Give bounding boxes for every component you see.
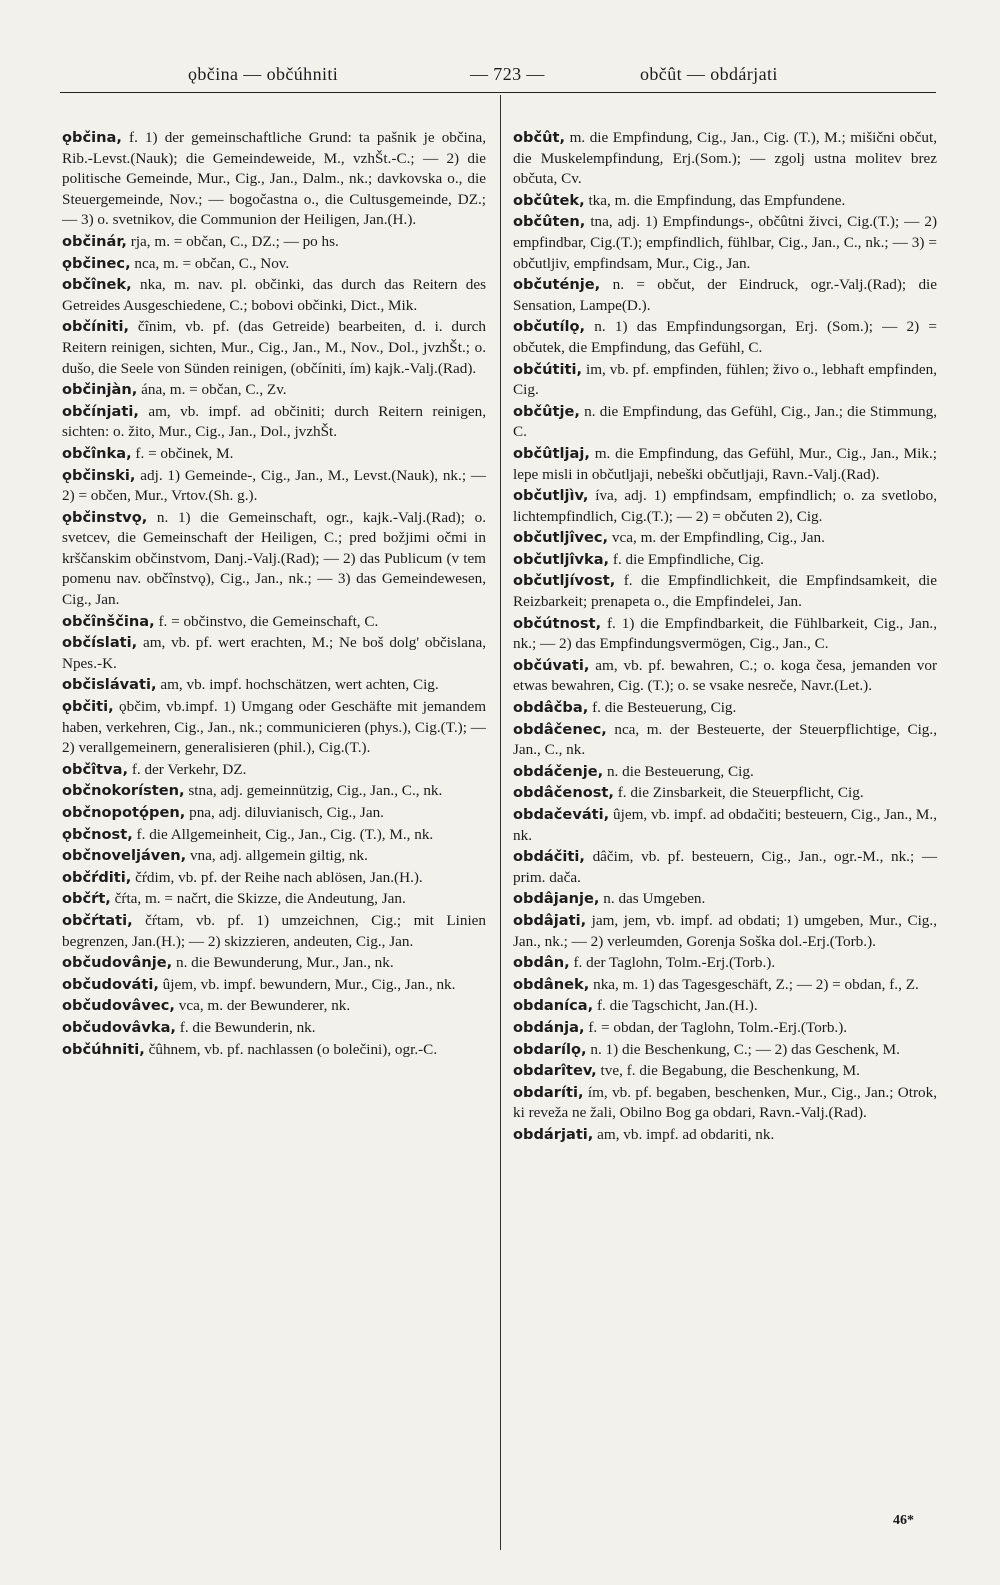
headword: obdâčenost,	[513, 784, 614, 802]
headword: občíniti,	[62, 318, 130, 336]
entry-definition: vca, m. der Empfindling, Cig., Jan.	[611, 529, 825, 547]
entry-definition: ána, m. = občan, C., Zv.	[141, 381, 287, 399]
headword: občudovâvec,	[62, 997, 175, 1015]
entry-definition: f. die Zinsbarkeit, die Steuerpflicht, Cig.	[617, 784, 864, 802]
entry-definition: f. die Besteuerung, Cig.	[592, 699, 737, 717]
dictionary-entry	[62, 953, 486, 974]
dictionary-entry	[62, 675, 486, 696]
entry-definition: f. der Verkehr, DZ.	[131, 760, 247, 778]
entry-definition: f. die Empfindliche, Cig.	[612, 550, 764, 568]
page-header	[60, 60, 935, 88]
headword: občutílǫ,	[513, 318, 586, 336]
dictionary-entry	[513, 317, 937, 358]
headword: obdâjanje,	[513, 890, 600, 908]
headword: ǫbčinec,	[62, 254, 131, 272]
headword: ǫbčinski,	[62, 466, 136, 484]
headword: občnoveljáven,	[62, 847, 187, 865]
dictionary-entry	[62, 380, 486, 401]
dictionary-entry	[62, 1040, 486, 1061]
dictionary-entry	[62, 128, 486, 231]
entry-definition: jam, jem, vb. impf. ad obdati; 1) umgeben, Mur., Cig., Jan., nk.; — 2) verleumden, Gorenja Soška dol.-Erj.(Torb.).	[513, 911, 937, 950]
dictionary-entry	[513, 975, 937, 996]
entry-definition: pna, adj. diluvianisch, Cig., Jan.	[189, 804, 384, 821]
dictionary-entry	[62, 803, 486, 824]
page-number: — 723 —	[470, 64, 545, 84]
dictionary-entry	[513, 402, 937, 443]
dictionary-entry	[513, 889, 937, 910]
entry-definition: n. die Besteuerung, Cig.	[606, 762, 754, 780]
dictionary-entry	[62, 889, 486, 910]
headword: obdarîtev,	[513, 1062, 597, 1080]
headword: ǫbčnost,	[62, 825, 133, 843]
entry-definition: im, vb. pf. empfinden, fühlen; živo o., lebhaft empfinden, Cig.	[513, 360, 937, 399]
dictionary-entry	[513, 911, 937, 952]
headword: ǫbčiti,	[62, 698, 114, 716]
dictionary-entry	[62, 633, 486, 674]
entry-definition: čŕta, m. = načrt, die Skizze, die Andeutung, Jan.	[114, 890, 406, 908]
headword: občînka,	[62, 444, 132, 462]
headword: občudovânje,	[62, 954, 173, 972]
headword: obdâčba,	[513, 699, 589, 717]
headword: obdaníca,	[513, 997, 594, 1015]
dictionary-entry	[513, 762, 937, 783]
entry-definition: f. die Tagschicht, Jan.(H.).	[597, 997, 758, 1015]
headword: občinár,	[62, 232, 127, 250]
dictionary-entry	[513, 1040, 937, 1061]
headword: občutljîvka,	[513, 550, 610, 568]
entry-definition: f. = občinstvo, die Gemeinschaft, C.	[158, 612, 379, 630]
entry-definition: n. 1) das Empfindungsorgan, Erj. (Som.); — 2) = občutek, die Empfindung, das Gefühl, C.	[513, 318, 937, 356]
dictionary-entry	[62, 444, 486, 465]
entry-definition: rja, m. = občan, C., DZ.; — po hs.	[130, 232, 339, 250]
dictionary-entry	[62, 612, 486, 633]
entry-definition: f. die Bewunderin, nk.	[179, 1018, 316, 1036]
dictionary-entry	[62, 697, 486, 759]
headword: občŕditi,	[62, 868, 132, 886]
headword: občûten,	[513, 213, 586, 231]
entry-definition: nca, m. = občan, C., Nov.	[134, 254, 290, 272]
dictionary-entry	[513, 1083, 937, 1124]
dictionary-entry	[513, 614, 937, 655]
entry-definition: am, vb. impf. ad obdariti, nk.	[597, 1125, 775, 1143]
headword: občnokorísten,	[62, 782, 185, 800]
entry-definition: f. 1) der gemeinschaftliche Grund: ta pašnik je občina, Rib.-Levst.(Nauk); die Gemeindeweide, M., vzhŠt.-C.; — 2) die politische Gemeinde, Mur., Cig., Jan., Dalm., nk.; davkovska o., die Steuergemeinde, Nov.; — bogočastna o., die Cultusgemeinde, DZ.; — 3) o. svetnikov, die Communion der Heiligen, Jan.(H.).	[62, 129, 486, 229]
dictionary-entry	[62, 996, 486, 1017]
entry-definition: tna, adj. 1) Empfindungs-, občûtni živci, Cig.(T.); — 2) empfindbar, Cig.(T.); empfindlich, fühlbar, Cig., Jan., C., nk.; — 3) = občutljiv, empfindsam, Mur., Cig., Jan.	[513, 213, 938, 272]
entry-definition: f. = občinek, M.	[135, 444, 234, 462]
dictionary-entry	[513, 1061, 937, 1082]
dictionary-entry	[62, 760, 486, 781]
entry-definition: m. die Empfindung, Cig., Jan., Cig. (T.), M.; mišični občut, die Muskelempfindung, Erj.(Som.); — zgolj ustna molitev brez občuta, Cv.	[513, 129, 937, 188]
headword: občînščina,	[62, 612, 155, 630]
dictionary-entry	[62, 868, 486, 889]
dictionary-entry	[513, 528, 937, 549]
dictionary-entry	[513, 275, 937, 316]
entry-definition: tve, f. die Begabung, die Beschenkung, M.	[600, 1062, 860, 1080]
headword: obdâjati,	[513, 911, 587, 929]
entry-definition: nka, m. 1) das Tagesgeschäft, Z.; — 2) = obdan, f., Z.	[593, 975, 919, 993]
dictionary-entry	[62, 317, 486, 379]
entry-definition: tka, m. die Empfindung, das Empfundene.	[588, 191, 846, 209]
dictionary-entry	[62, 825, 486, 846]
entry-definition: vca, m. der Bewunderer, nk.	[178, 997, 351, 1015]
header-right-guide-words: občût — obdárjati	[640, 64, 778, 84]
entry-definition: čînim, vb. pf. (das Getreide) bearbeiten, d. i. durch Reitern reinigen, sichten, Mur., Cig., Jan., M., Nov., Dol., jvzhŠt.; o. dušo, die Seele von Sünden reinigen, (občíniti, ím) kajk.-Valj.(Rad).	[62, 318, 487, 377]
headword: obdân,	[513, 954, 570, 972]
headword: občutljîvec,	[513, 529, 609, 547]
entry-definition: am, vb. pf. wert erachten, M.; Ne boš dolg' občislana, Npes.-K.	[62, 634, 486, 672]
headword: občúvati,	[513, 656, 590, 674]
entry-definition: am, vb. impf. ad občiniti; durch Reitern reinigen, sichten: o. žito, Mur., Cig., Jan., Dol., jvzhŠt.	[62, 402, 486, 441]
dictionary-entry	[513, 550, 937, 571]
dictionary-entry	[513, 444, 937, 485]
dictionary-entry	[513, 571, 937, 612]
headword: obdaríti,	[513, 1083, 584, 1101]
dictionary-entry	[513, 996, 937, 1017]
entry-definition: f. die Allgemeinheit, Cig., Jan., Cig. (T.), M., nk.	[136, 825, 434, 843]
headword: ǫbčina,	[62, 129, 122, 146]
right-column	[513, 128, 937, 1147]
entry-definition: n. die Empfindung, das Gefühl, Cig., Jan.; die Stimmung, C.	[513, 402, 937, 441]
headword: občinjàn,	[62, 381, 138, 399]
entry-definition: f. die Empfindlichkeit, die Empfindsamkeit, die Reizbarkeit; prenapeta o., die Empfindelei, Jan.	[513, 572, 938, 611]
entry-definition: nka, m. nav. pl. občinki, das durch das Reitern des Getreides Ausgeschiedene, C.; bobovi občinki, Dict., Mik.	[62, 276, 486, 314]
headword: občînek,	[62, 276, 132, 294]
dictionary-entry	[62, 911, 486, 952]
headword: obdáčiti,	[513, 848, 585, 866]
headword: občûtek,	[513, 191, 585, 209]
dictionary-entry	[513, 805, 937, 846]
headword: občŕt,	[62, 890, 111, 908]
headword: občislávati,	[62, 676, 157, 694]
dictionary-entry	[62, 275, 486, 316]
dictionary-entry	[62, 1018, 486, 1039]
entry-definition: n. 1) die Beschenkung, C.; — 2) das Geschenk, M.	[590, 1040, 900, 1058]
entry-definition: n. 1) die Gemeinschaft, ogr., kajk.-Valj.(Rad); o. svetcev, die Gemeinschaft der Heiligen, C.; pred božjimi očmi in krščanskim občinstvom, Danj.-Valj.(Rad); — 2) das Publicum (v tem pomenu nav. občînstvǫ), Cig., Jan., nk.; — 3) das Gemeindewesen, Cig., Jan.	[62, 508, 487, 609]
entry-definition: ûjem, vb. impf. bewundern, Mur., Cig., Jan., nk.	[162, 975, 456, 993]
headword: obdánja,	[513, 1018, 585, 1036]
dictionary-entry	[62, 254, 486, 275]
dictionary-entry	[513, 953, 937, 974]
dictionary-entry	[513, 212, 937, 274]
headword: obdáčenje,	[513, 762, 604, 780]
headword: občudovâvka,	[62, 1018, 176, 1036]
entry-definition: f. der Taglohn, Tolm.-Erj.(Torb.).	[573, 954, 776, 972]
left-column	[62, 128, 486, 1061]
headword: občîtva,	[62, 760, 129, 778]
dictionary-entry	[513, 720, 937, 761]
headword: obdárjati,	[513, 1125, 594, 1143]
entry-definition: dâčim, vb. pf. besteuern, Cig., Jan., ogr.-M., nk.; — prim. dača.	[513, 848, 938, 886]
headword: občútiti,	[513, 360, 583, 378]
header-left-guide-words: ǫbčina — občúhniti	[188, 64, 339, 84]
entry-definition: čûhnem, vb. pf. nachlassen (o bolečini), ogr.-C.	[148, 1040, 438, 1058]
entry-definition: nca, m. der Besteuerte, der Steuerpflichtige, Cig., Jan., C., nk.	[513, 720, 937, 759]
entry-definition: n. das Umgeben.	[603, 890, 706, 908]
dictionary-entry	[62, 466, 486, 507]
headword: občínjati,	[62, 402, 139, 420]
entry-definition: ím, vb. pf. begaben, beschenken, Mur., Cig., Jan.; Otrok, ki reveža ne žali, Obilno Bog ga obdari, Ravn.-Valj.(Rad).	[513, 1083, 937, 1122]
signature-mark: 46*	[893, 1513, 914, 1528]
dictionary-entry	[513, 847, 937, 888]
entry-definition: stna, adj. gemeinnützig, Cig., Jan., C., nk.	[188, 782, 443, 800]
dictionary-entry	[62, 402, 486, 443]
header-rule	[60, 92, 936, 93]
entry-definition: am, vb. impf. hochschätzen, wert achten, Cig.	[160, 676, 439, 694]
headword: obdarílǫ,	[513, 1040, 587, 1058]
headword: občutljìv,	[513, 487, 589, 505]
dictionary-entry	[62, 975, 486, 996]
headword: ǫbčinstvǫ,	[62, 508, 148, 526]
headword: obdâčenec,	[513, 720, 607, 738]
entry-definition: n. die Bewunderung, Mur., Jan., nk.	[175, 954, 394, 972]
dictionary-entry	[513, 486, 937, 527]
dictionary-entry	[513, 1018, 937, 1039]
dictionary-entry	[513, 656, 937, 697]
headword: občuténje,	[513, 276, 601, 294]
headword: občnopotǫ́pen,	[62, 804, 186, 821]
entry-definition: ǫbčim, vb.impf. 1) Umgang oder Geschäfte mit jemandem haben, verkehren, Cig., Jan., nk.; communicieren (phys.), Cig.(T.); — 2) verallgemeinern, generalisieren (phil.), Cig.(T.).	[62, 698, 487, 757]
entry-definition: čŕdim, vb. pf. der Reihe nach ablösen, Jan.(H.).	[135, 868, 423, 886]
headword: občudováti,	[62, 975, 159, 993]
headword: občúhniti,	[62, 1040, 145, 1058]
entry-definition: n. = občut, der Eindruck, ogr.-Valj.(Rad); die Sensation, Lampe(D.).	[513, 276, 938, 314]
entry-definition: am, vb. pf. bewahren, C.; o. koga česa, jemanden vor etwas bewahren, Cig. (T.); o. se vsake nesreče, Navr.(Let.).	[513, 656, 937, 695]
headword: občûtje,	[513, 402, 580, 420]
headword: občíslati,	[62, 634, 138, 652]
dictionary-entry	[513, 360, 937, 401]
entry-definition: vna, adj. allgemein giltig, nk.	[189, 847, 368, 865]
entry-definition: f. = obdan, der Taglohn, Tolm.-Erj.(Torb.).	[588, 1018, 848, 1036]
headword: občût,	[513, 129, 566, 146]
dictionary-entry	[62, 846, 486, 867]
entry-definition: adj. 1) Gemeinde-, Cig., Jan., M., Levst.(Nauk), nk.; — 2) = občen, Mur., Vrtov.(Sh. g.).	[62, 466, 487, 505]
dictionary-entry	[513, 1125, 937, 1146]
dictionary-entry	[62, 781, 486, 802]
column-divider	[500, 95, 501, 1550]
headword: obdânek,	[513, 975, 590, 993]
dictionary-entry	[62, 508, 486, 611]
dictionary-entry	[513, 783, 937, 804]
entry-definition: ûjem, vb. impf. ad obdačiti; besteuern, Cig., Jan., M., nk.	[513, 806, 938, 844]
dictionary-entry	[62, 232, 486, 253]
headword: občútnost,	[513, 614, 602, 632]
headword: občŕtati,	[62, 911, 133, 929]
entry-definition: f. 1) die Empfindbarkeit, die Fühlbarkeit, Cig., Jan., nk.; — 2) das Empfindungsvermögen, Cig., Jan., C.	[513, 614, 938, 653]
dictionary-entry	[513, 698, 937, 719]
dictionary-entry	[513, 128, 937, 190]
entry-definition: íva, adj. 1) empfindsam, empfindlich; o. za svetlobo, lichtempfindlich, Cig.(T.); — 2) = občuten 2), Cig.	[513, 487, 938, 525]
entry-definition: m. die Empfindung, das Gefühl, Mur., Cig., Jan., Mik.; lepe misli in občutljaji, nebeški občutljaji, Ravn.-Valj.(Rad).	[513, 444, 938, 483]
headword: obdačeváti,	[513, 806, 610, 823]
headword: občutljívost,	[513, 572, 616, 590]
headword: občûtljaj,	[513, 444, 590, 462]
entry-definition: čŕtam, vb. pf. 1) umzeichnen, Cig.; mit Linien begrenzen, Jan.(H.); — 2) skizzieren, andeuten, Cig., Jan.	[62, 911, 486, 950]
dictionary-entry	[513, 191, 937, 212]
